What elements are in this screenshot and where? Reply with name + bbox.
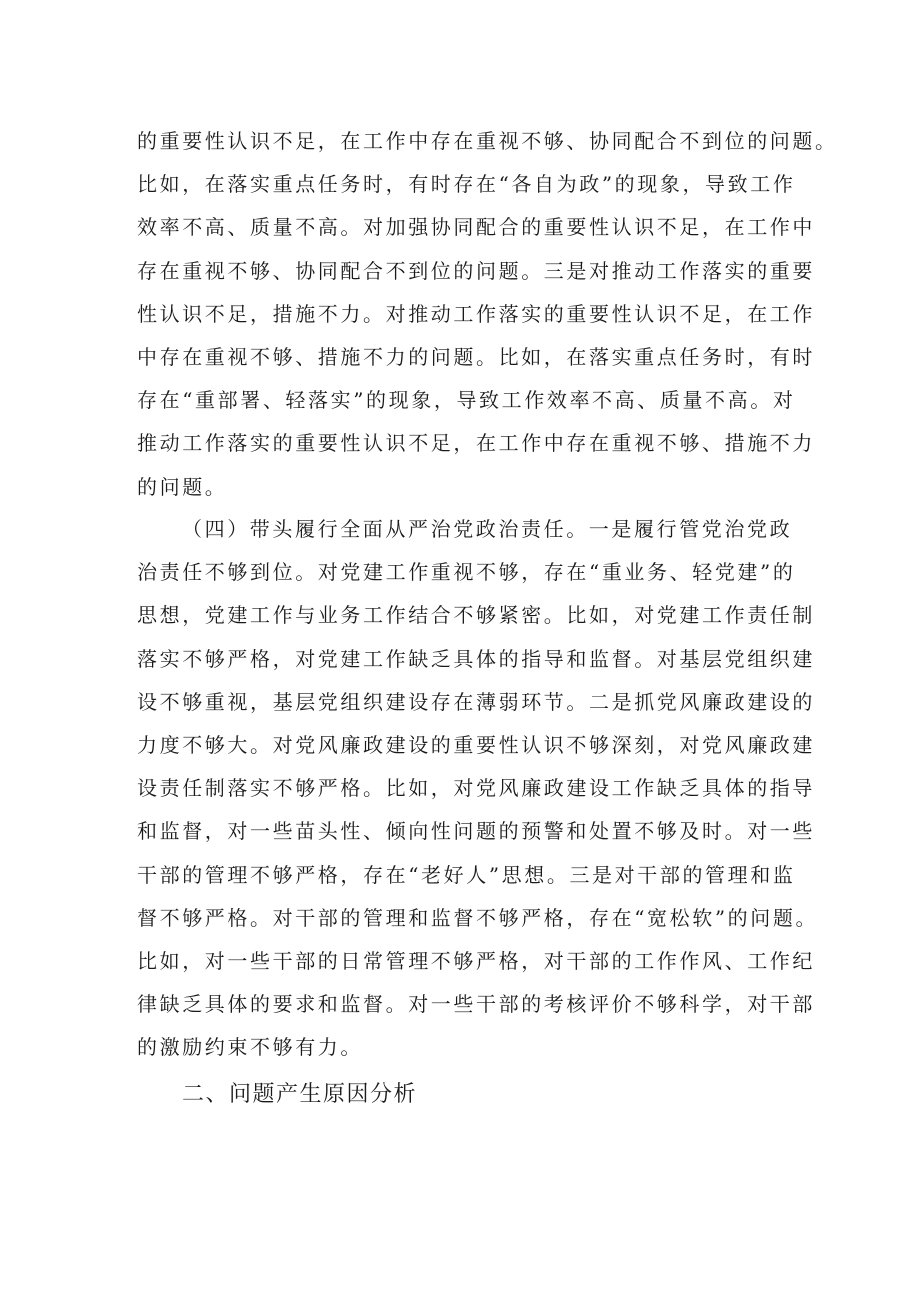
text-line: 存在“重部署、轻落实”的现象，导致工作效率不高、质量不高。对 [137, 388, 796, 413]
paragraph-continuation [137, 120, 838, 509]
text-line: 和监督，对一些苗头性、倾向性问题的预警和处置不够及时。对一些 [137, 819, 815, 844]
text-line: 的重要性认识不足，在工作中存在重视不够、协同配合不到位的问题。 [137, 129, 838, 153]
text-line: 比如，在落实重点任务时，有时存在“各自为政”的现象，导致工作 [137, 172, 796, 197]
text-line: 设不够重视，基层党组织建设存在薄弱环节。二是抓党风廉政建设的 [137, 689, 815, 714]
text-line: 性认识不足，措施不力。对推动工作落实的重要性认识不足，在工作 [137, 301, 815, 326]
text-line: 力度不够大。对党风廉政建设的重要性认识不够深刻，对党风廉政建 [137, 732, 815, 757]
text-line: （四）带头履行全面从严治党政治责任。一是履行管党治党政 [182, 517, 793, 541]
text-line: 干部的管理不够严格，存在“老好人”思想。三是对干部的管理和监 [137, 862, 796, 887]
text-line: 的激励约束不够有力。 [137, 1035, 363, 1060]
text-line: 设责任制落实不够严格。比如，对党风廉政建设工作缺乏具体的指导 [137, 776, 815, 801]
text-line: 存在重视不够、协同配合不到位的问题。三是对推动工作落实的重要 [137, 258, 815, 283]
text-line: 推动工作落实的重要性认识不足，在工作中存在重视不够、措施不力 [137, 431, 815, 456]
text-line: 落实不够严格，对党建工作缺乏具体的指导和监督。对基层党组织建 [137, 646, 815, 671]
section-heading: 二、问题产生原因分析 [182, 1082, 418, 1107]
text-line: 效率不高、质量不高。对加强协同配合的重要性认识不足，在工作中 [137, 215, 815, 240]
text-line: 督不够严格。对干部的管理和监督不够严格，存在“宽松软”的问题。 [137, 905, 819, 930]
text-line: 治责任不够到位。对党建工作重视不够，存在“重业务、轻党建”的 [137, 560, 796, 585]
text-line: 的问题。 [137, 474, 228, 499]
text-line: 比如，对一些干部的日常管理不够严格，对干部的工作作风、工作纪 [137, 948, 815, 973]
section-four-paragraph [137, 508, 819, 1069]
text-line: 思想，党建工作与业务工作结合不够紧密。比如，对党建工作责任制 [137, 603, 815, 628]
text-line: 中存在重视不够、措施不力的问题。比如，在落实重点任务时，有时 [137, 344, 815, 369]
text-line: 律缺乏具体的要求和监督。对一些干部的考核评价不够科学，对干部 [137, 992, 815, 1017]
